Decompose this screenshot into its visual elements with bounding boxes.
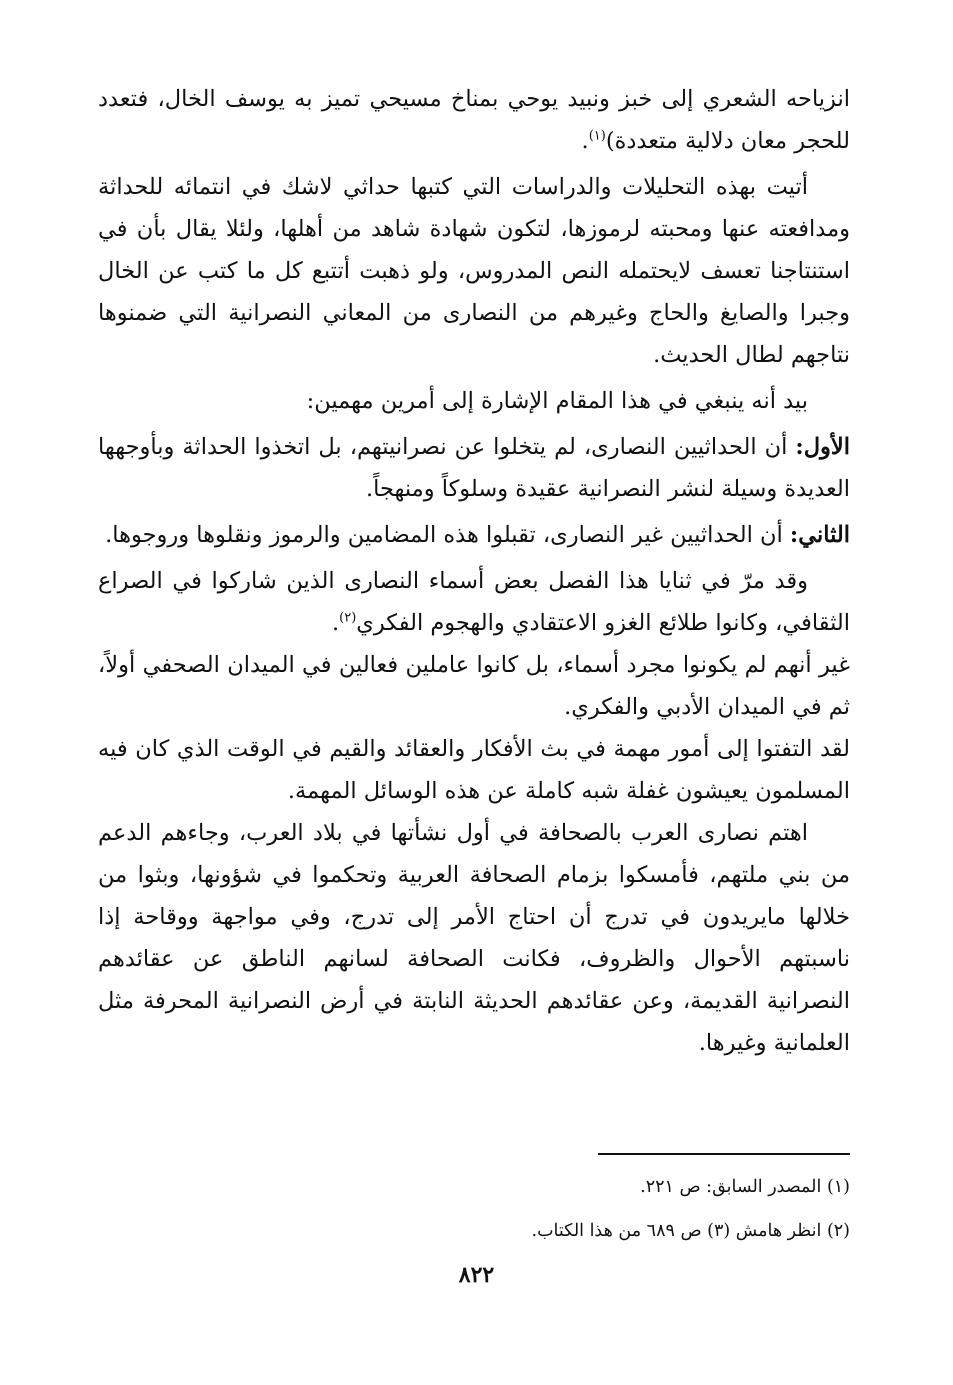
paragraph-lead: الأول:: [795, 434, 850, 460]
paragraph: [98, 78, 850, 162]
paragraph: [98, 426, 850, 510]
footnote-ref: (١): [588, 128, 606, 144]
paragraph-tail: .: [331, 610, 340, 636]
page-number: ٨٢٢: [458, 1262, 495, 1288]
footnote-number: (٢): [826, 1221, 850, 1241]
paragraph-text: وقد مرّ في ثنايا هذا الفصل بعض أسماء النصارى الذين شاركوا في الصراع الثقافي، وكانوا طلائع الغزو الاعتقادي والهجوم الفكري: [98, 568, 850, 636]
footnote-divider: [598, 1153, 850, 1155]
footnote: [105, 1209, 850, 1253]
footnote-text: المصدر السابق: ص ٢٢١.: [640, 1177, 822, 1197]
paragraph: لقد التفتوا إلى أمور مهمة في بث الأفكار والعقائد والقيم في الوقت الذي كان فيه المسلمون يعيشون غفلة شبه كاملة عن هذه الوسائل المهمة.: [98, 736, 850, 804]
paragraph-lead: الثاني:: [789, 522, 850, 548]
paragraph: [98, 514, 850, 556]
footnote-text: انظر هامش (٣) ص ٦٨٩ من هذا الكتاب.: [531, 1221, 822, 1241]
footnotes: [105, 1165, 850, 1253]
paragraph: اهتم نصارى العرب بالصحافة في أول نشأتها في بلاد العرب، وجاءهم الدعم من بني ملتهم، فأمسكوا بزمام الصحافة العربية وتحكموا في شؤونها، وبثوا من خلالها مايريدون في تدرج أن احتاج الأمر إلى تدرج، وفي مواجهة ووقاحة إذا ناسبتهم الأحوال والظروف، فكانت الصحافة لسانهم الناطق عن عقائدهم النصرانية القديمة، وعن عقائدهم الحديثة النابتة في أرض النصرانية المحرفة مثل العلمانية وغيرها.: [98, 820, 850, 1056]
footnote: [105, 1165, 850, 1209]
paragraph-text: أن الحداثيين النصارى، لم يتخلوا عن نصرانيتهم، بل اتخذوا الحداثة وبأوجهها العديدة وسيلة لنشر النصرانية عقيدة وسلوكاً ومنهجاً.: [98, 434, 850, 502]
paragraph-tail: .: [581, 128, 589, 154]
paragraph-text: أن الحداثيين غير النصارى، تقبلوا هذه المضامين والرموز ونقلوها وروجوها.: [105, 522, 790, 548]
footnote-number: (١): [826, 1177, 850, 1197]
paragraph: أتيت بهذه التحليلات والدراسات التي كتبها حداثي لاشك في انتمائه للحداثة ومدافعته عنها ومحبته لرموزها، لتكون شهادة شاهد من أهلها، ولئلا يقال بأن في استنتاجنا تعسف لايحتمله النص المدروس، ولو ذهبت أتتبع كل ما كتب عن الخال وجبرا والصايغ والحاج وغيرهم من النصارى من المعاني النصرانية التي ضمنوها نتاجهم لطال الحديث.: [98, 174, 850, 368]
footnote-ref: (٢): [339, 610, 357, 626]
main-text: [98, 78, 850, 1064]
paragraph: غير أنهم لم يكونوا مجرد أسماء، بل كانوا عاملين فعالين في الميدان الصحفي أولاً، ثم في الميدان الأدبي والفكري.: [98, 652, 850, 720]
paragraph-text: انزياحه الشعري إلى خبز ونبيد يوحي بمناخ مسيحي تميز به يوسف الخال، فتعدد للحجر معان دلالية متعددة): [98, 86, 850, 154]
paragraph: بيد أنه ينبغي في هذا المقام الإشارة إلى أمرين مهمين:: [306, 388, 808, 414]
paragraph: [98, 560, 850, 644]
